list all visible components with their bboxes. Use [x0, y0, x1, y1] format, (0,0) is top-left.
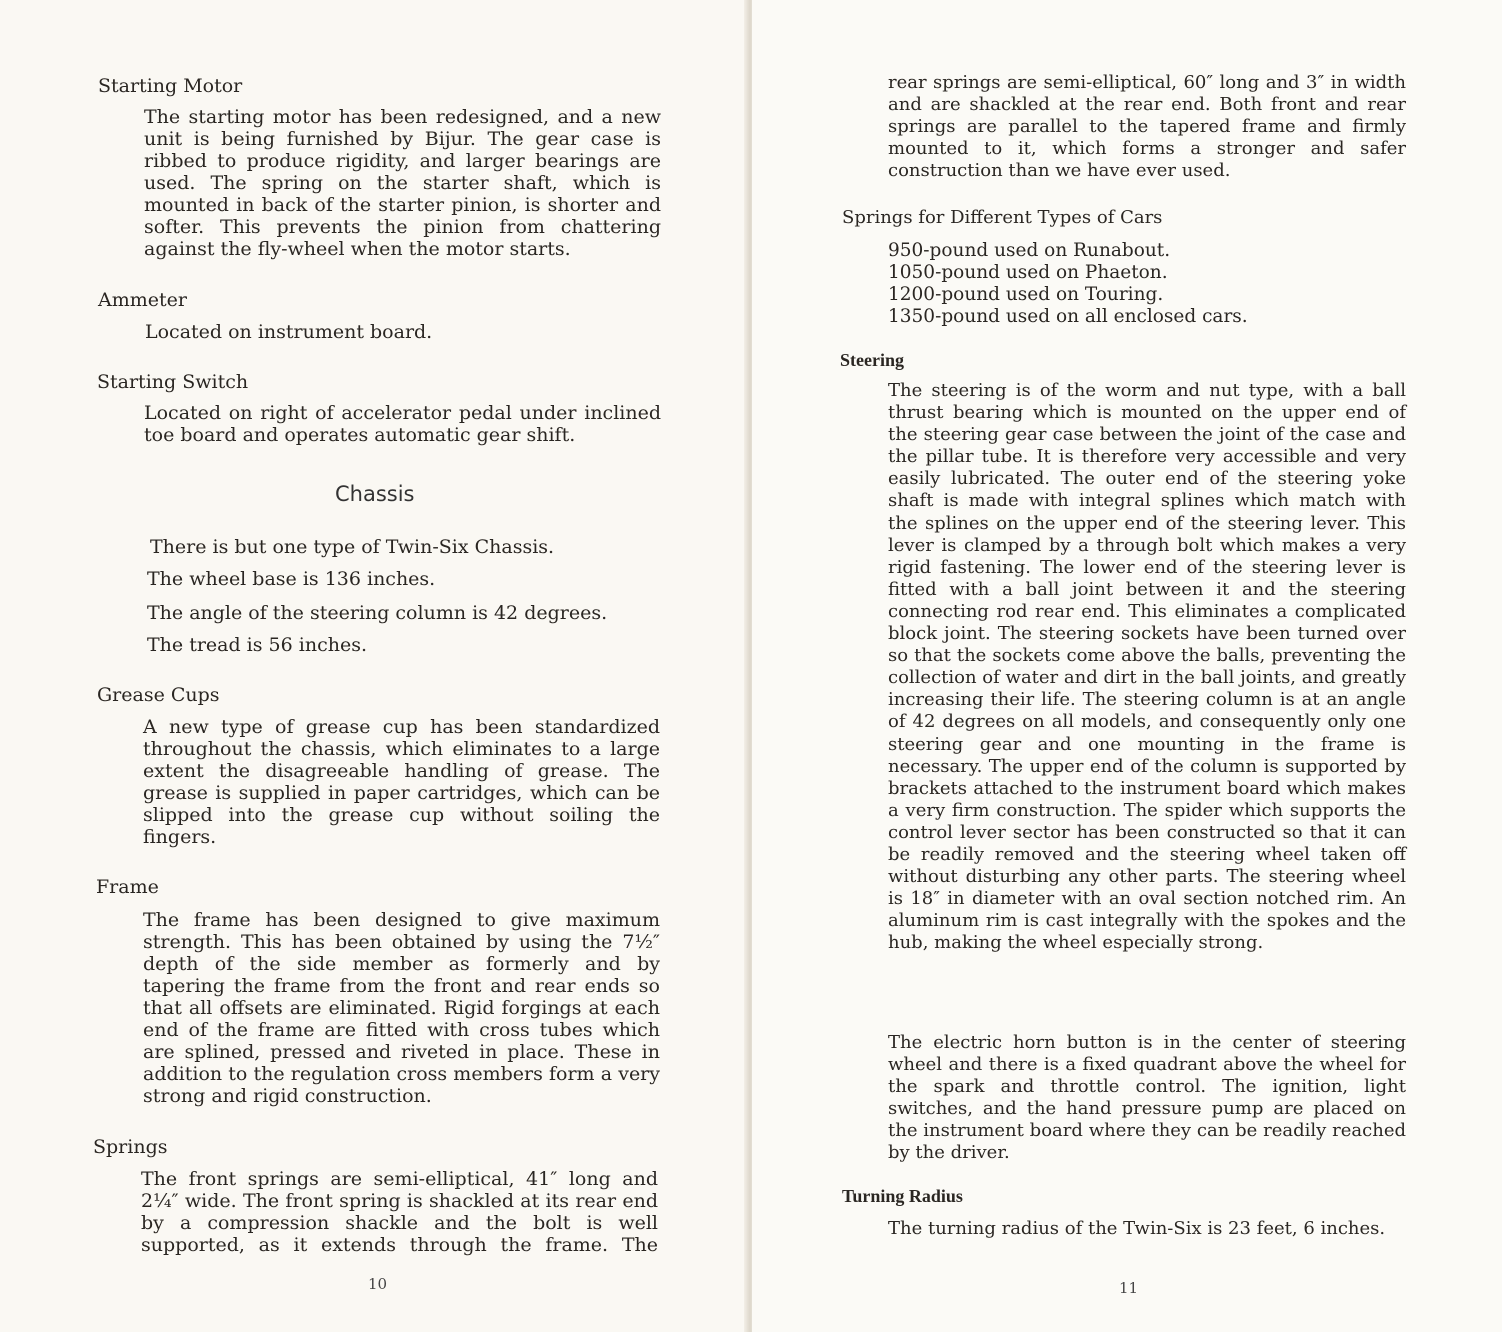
starting-switch-heading: Starting Switch — [97, 371, 249, 393]
ammeter-heading: Ammeter — [98, 289, 187, 311]
grease-cups-text: A new type of grease cup has been standardized throughout the chassis, which eliminates to a large extent the disagreeable handling of grease. The grease is supplied in paper cartridges, which can be slipped into the grease cup without soiling the fingers. — [143, 716, 660, 848]
springs-text: The front springs are semi-elliptical, 41″ long and 2¼″ wide. The front spring is shackled at its rear end by a compression shackle and the bolt is well supported, as it extends through the frame. The — [141, 1168, 658, 1256]
page-number-left: 10 — [368, 1275, 388, 1293]
grease-cups-heading: Grease Cups — [97, 684, 220, 706]
chassis-line-3: The angle of the steering column is 42 degrees. — [147, 602, 608, 624]
springs-types-heading: Springs for Different Types of Cars — [842, 207, 1163, 228]
springs-types-line-1: 950-pound used on Runabout. — [888, 240, 1171, 261]
frame-text: The frame has been designed to give maximum strength. This has been obtained by using the 7½″ depth of the side member as formerly and by tapering the frame from the front and rear ends so that all offsets are eliminated. Rigid forgings at each end of the frame are fitted with cross tubes which are splined, pressed and riveted in place. These in addition to the regulation cross members form a very strong and rigid construction. — [143, 909, 660, 1107]
springs-types-line-3: 1200-pound used on Touring. — [888, 284, 1164, 305]
starting-motor-heading: Starting Motor — [98, 75, 243, 97]
turning-radius-text: The turning radius of the Twin-Six is 23 feet, 6 inches. — [888, 1218, 1386, 1239]
starting-switch-text: Located on right of accelerator pedal under inclined toe board and operates automatic gear shift. — [144, 402, 661, 446]
chassis-line-4: The tread is 56 inches. — [147, 634, 367, 656]
chassis-line-1: There is but one type of Twin-Six Chassis. — [150, 536, 555, 558]
turning-radius-heading: Turning Radius — [842, 1186, 963, 1206]
steering-text: The steering is of the worm and nut type, with a ball thrust bearing which is mounted on the upper end of the steering gear case between the joint of the case and the pillar tube. It is therefore very accessible and very easily lubricated. The outer end of the steering yoke shaft is made with integral splines which match with the splines on the upper end of the steering lever. This lever is clamped by a through bolt which makes a very rigid fastening. The lower end of the steering lever is fitted with a ball joint between it and the steering connecting rod rear end. This eliminates a complicated block joint. The steering sockets have been turned over so that the sockets come above the balls, preventing the collection of water and dirt in the ball joints, and greatly increasing their life. The steering column is at an angle of 42 degrees on all models, and consequently only one steering gear and one mounting in the frame is necessary. The upper end of the column is supported by brackets attached to the instrument board which makes a very firm construction. The spider which supports the control lever sector has been constructed so that it can be readily removed and the steering wheel taken off without disturbing any other parts. The steering wheel is 18″ in diameter with an oval section notched rim. An aluminum rim is cast integrally with the spokes and the hub, making the wheel especially strong. — [888, 380, 1406, 954]
frame-heading: Frame — [96, 876, 159, 898]
ammeter-text: Located on instrument board. — [145, 321, 433, 343]
page-number-right: 11 — [1119, 1279, 1139, 1297]
steering-heading: Steering — [840, 350, 904, 370]
right-page — [752, 0, 1502, 1332]
left-page — [0, 0, 748, 1332]
starting-motor-text: The starting motor has been redesigned, and a new unit is being furnished by Bijur. The gear case is ribbed to produce rigidity, and larger bearings are used. The spring on the starter shaft, which is mounted in back of the starter pinion, is shorter and softer. This prevents the pinion from chattering against the fly-wheel when the motor starts. — [144, 106, 661, 260]
chassis-line-2: The wheel base is 136 inches. — [147, 568, 436, 590]
springs-heading: Springs — [93, 1136, 168, 1158]
steering-text-2: The electric horn button is in the center of steering wheel and there is a fixed quadrant above the wheel for the spark and throttle control. The ignition, light switches, and the hand pressure pump are placed on the instrument board where they can be readily reached by the driver. — [888, 1032, 1406, 1164]
springs-types-line-4: 1350-pound used on all enclosed cars. — [888, 306, 1248, 327]
springs-continued-text: rear springs are semi-elliptical, 60″ long and 3″ in width and are shackled at the rear end. Both front and rear springs are parallel to the tapered frame and firmly mounted to it, which forms a stronger and safer construction than we have ever used. — [888, 72, 1406, 182]
chassis-title: Chassis — [335, 482, 415, 506]
springs-types-line-2: 1050-pound used on Phaeton. — [888, 262, 1168, 283]
